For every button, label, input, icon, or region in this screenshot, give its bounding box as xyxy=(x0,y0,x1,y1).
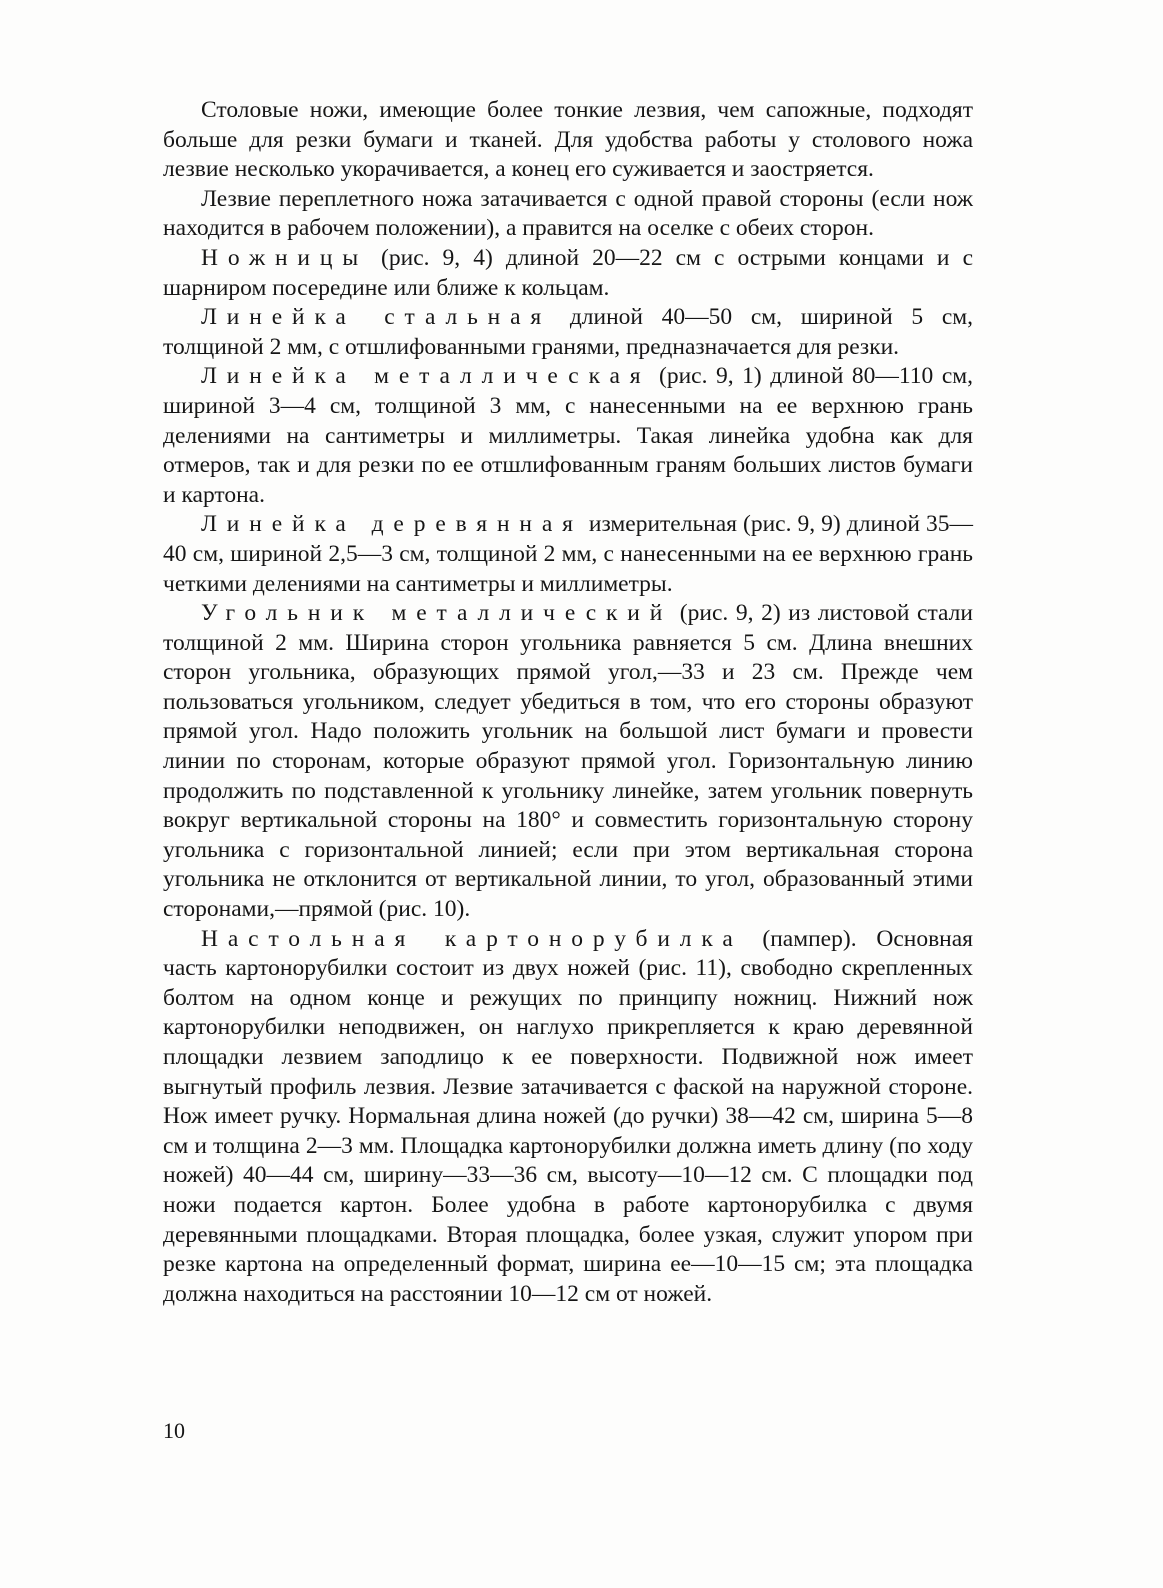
paragraph-table-knives xyxy=(163,96,973,185)
body-text xyxy=(163,96,973,1309)
paragraph-scissors xyxy=(163,244,973,303)
term-metal-ruler: Линейка металлическая xyxy=(201,363,651,390)
page-number: 10 xyxy=(163,1418,185,1443)
paragraph-text: (рис. 9, 1) длиной 80—110 см, шириной 3—4 см, толщиной 3 мм, с нанесенными на ее верхнюю грань делениями на сантиметры и миллиметры. Такая линейка удобна как для отмеров, так и для резки по ее отшлифованным граням больших листов бумаги и картона. xyxy=(163,363,974,508)
term-metal-square: Угольник металлический xyxy=(201,600,673,627)
term-steel-ruler: Линейка стальная xyxy=(201,304,552,331)
paragraph-text: (пампер). Основная часть картонорубилки состоит из двух ножей (рис. 11), свободно скрепленных болтом на одном конце и режущих по принципу ножниц. Нижний нож картонорубилки неподвижен, он наглухо прикрепляется к краю деревянной площадки лезвием заподлицо к ее поверхности. Подвижной нож имеет выгнутый профиль лезвия. Лезвие затачивается с фаской на наружной стороне. Нож имеет ручку. Нормальная длина ножей (до ручки) 38—42 см, ширина 5—8 см и толщина 2—3 мм. Площадка картонорубилки должна иметь длину (по ходу ножей) 40—44 см, ширину—33—36 см, высоту—10—12 см. С площадки под ножи подается картон. Более удобна в работе картонорубилка с двумя деревянными площадками. Вторая площадка, более узкая, служит упором при резке картона на определенный формат, ширина ее—10—15 см; эта площадка должна находиться на расстоянии 10—12 см от ножей. xyxy=(163,925,973,1307)
paragraph-text: (рис. 9, 4) длиной 20—22 см с острыми концами и с шарниром посередине или ближе к кольцам. xyxy=(163,244,973,301)
term-board-cutter: Настольная картонорубилка xyxy=(201,925,743,952)
paragraph-text: Лезвие переплетного ножа затачивается с одной правой стороны (если нож находится в рабочем положении), а правится на оселке с обеих сторон. xyxy=(163,185,973,242)
paragraph-text: Столовые ножи, имеющие более тонкие лезвия, чем сапожные, подходят больше для резки бумаги и тканей. Для удобства работы у столового ножа лезвие несколько укорачивается, а конец его суживается и заостряется. xyxy=(163,97,973,183)
paragraph-text: длиной 40—50 см, шириной 5 см, толщиной 2 мм, с отшлифованными гранями, предназначается для резки. xyxy=(163,304,973,360)
paragraph-metal-ruler xyxy=(163,362,973,510)
paragraph-board-cutter xyxy=(163,925,973,1310)
paragraph-text: измерительная (рис. 9, 9) длиной 35—40 см, шириной 2,5—3 см, толщиной 2 мм, с нанесенными на ее верхнюю грань четкими делениями на сантиметры и миллиметры. xyxy=(163,511,973,597)
paragraph-text: (рис. 9, 2) из листовой стали толщиной 2 мм. Ширина сторон угольника равняется 5 см. Длина внешних сторон угольника, образующих прямой угол,—33 и 23 см. Прежде чем пользоваться угольником, следует убедиться в том, что его стороны образуют прямой угол. Надо положить угольник на большой лист бумаги и провести линии по сторонам, которые образуют прямой угол. Горизонтальную линию продолжить по подставленной к угольнику линейке, затем угольник повернуть вокруг вертикальной стороны на 180° и совместить горизонтальную сторону угольника с горизонтальной линией; если при этом вертикальная сторона угольника не отклонится от вертикальной линии, то угол, образованный этими сторонами,—прямой (рис. 10). xyxy=(163,600,973,923)
term-scissors: Ножницы xyxy=(201,244,368,271)
paragraph-steel-ruler xyxy=(163,303,973,362)
term-wooden-ruler: Линейка деревянная xyxy=(201,511,583,538)
paragraph-wooden-ruler xyxy=(163,510,973,599)
paragraph-metal-square xyxy=(163,599,973,925)
paragraph-bookbinding-knife xyxy=(163,185,973,244)
